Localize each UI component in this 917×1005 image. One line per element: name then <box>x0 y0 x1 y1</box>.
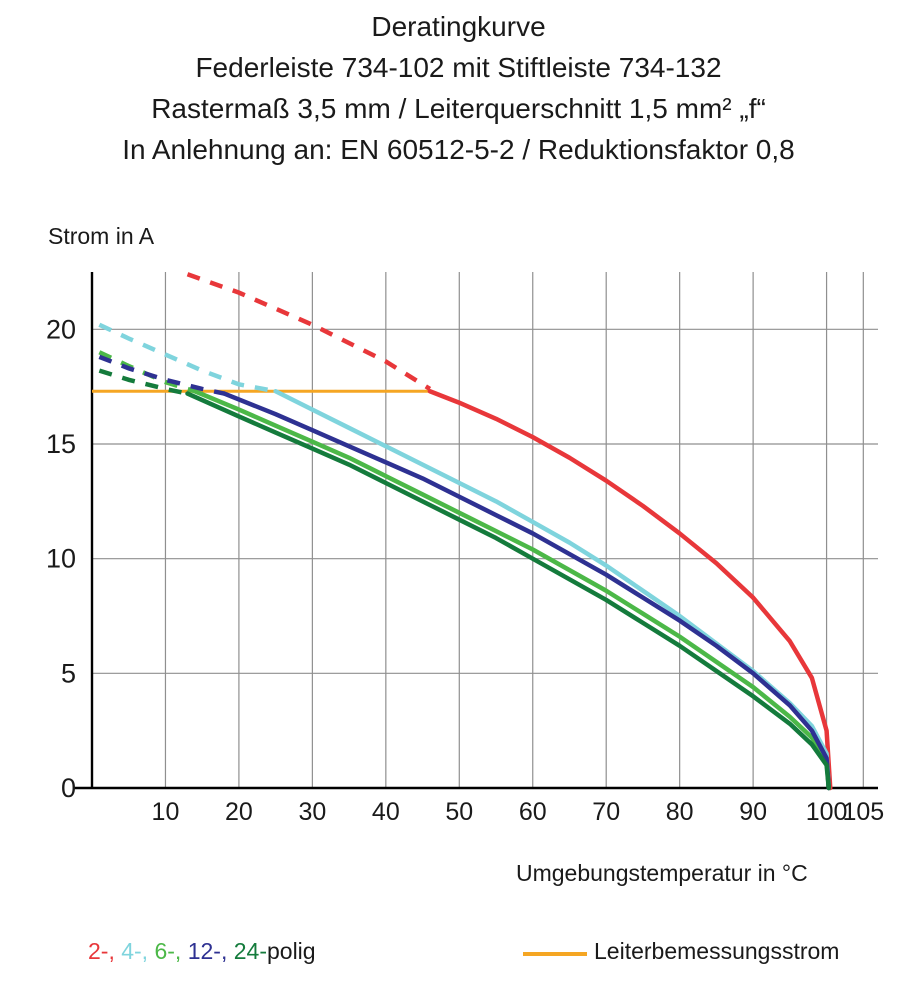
x-tick-label-20: 20 <box>225 798 253 826</box>
legend-pole-part-2: 6-, <box>154 938 188 964</box>
x-tick-label-50: 50 <box>445 798 474 826</box>
title-line-4: In Anlehnung an: EN 60512-5-2 / Reduktionsfaktor 0,8 <box>122 134 795 165</box>
legend-rated-current-line <box>523 952 587 956</box>
legend-poles <box>88 938 316 965</box>
title-line-2: Federleiste 734-102 mit Stiftleiste 734-132 <box>195 52 722 83</box>
x-tick-label-90: 90 <box>739 798 768 826</box>
legend-pole-part-3: 12-, <box>187 938 234 964</box>
legend-pole-part-4: 24- <box>233 938 267 964</box>
series-dashed-2-polig <box>188 274 430 389</box>
legend-pole-part-1: 4-, <box>121 938 155 964</box>
x-tick-label-70: 70 <box>592 798 621 826</box>
legend-rated-current-label: Leiterbemessungsstrom <box>594 938 840 964</box>
series-solid-6-polig <box>195 391 829 788</box>
y-axis-label: Strom in A <box>48 223 155 249</box>
series-solid-24-polig <box>188 394 829 788</box>
title-line-1: Deratingkurve <box>371 11 546 42</box>
chart-legend <box>0 938 917 978</box>
legend-pole-part-0: 2-, <box>88 938 122 964</box>
y-tick-label-5: 5 <box>60 658 76 689</box>
x-tick-label-40: 40 <box>371 798 400 826</box>
x-tick-label-10: 10 <box>151 798 180 826</box>
x-tick-label-60: 60 <box>518 798 547 826</box>
series-dashed-12-polig <box>99 357 224 394</box>
series-solid-12-polig <box>224 394 829 788</box>
x-tick-label-100: 100 <box>805 798 848 826</box>
y-tick-label-10: 10 <box>45 543 76 574</box>
legend-pole-part-5: polig <box>266 938 316 964</box>
x-tick-label-80: 80 <box>665 798 694 826</box>
y-tick-label-0: 0 <box>60 773 76 803</box>
x-tick-label-105: 105 <box>842 798 885 826</box>
title-line-3: Rastermaß 3,5 mm / Leiterquerschnitt 1,5 mm² „f“ <box>151 93 766 124</box>
y-tick-label-20: 20 <box>45 314 76 345</box>
x-axis-label: Umgebungstemperatur in °C <box>516 860 808 886</box>
y-tick-label-15: 15 <box>45 429 76 459</box>
series-dashed-4-polig <box>99 325 275 392</box>
x-tick-label-30: 30 <box>298 798 327 826</box>
